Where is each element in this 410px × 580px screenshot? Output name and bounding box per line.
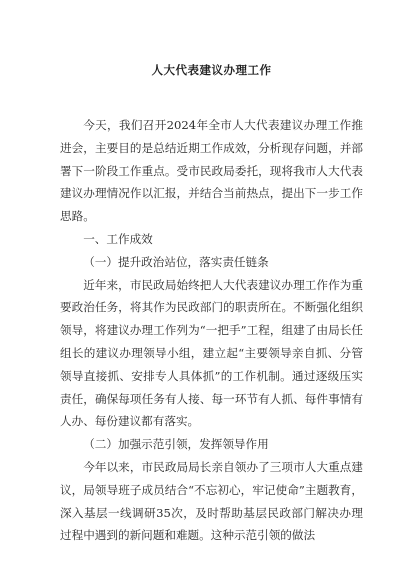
section-heading-achievements: 一、工作成效 xyxy=(83,231,153,246)
body-paragraph-2: 今年以来，市民政局局长亲自领办了三项市人大重点建议，局领导班子成员结合“不忘初心，牢记使命”主题教育，深入基层一线调研35次，及时帮助基层民政部门解决办理过程中遇到的新问题和难题。这种示范引领的做法 xyxy=(60,459,363,543)
intro-paragraph: 今天，我们召开2024年全市人大代表建议办理工作推进会，主要目的是总结近期工作成效，分析现存问题，并部署下一阶段工作重点。受市民政局委托，现将我市人大代表建议办理情况作以汇报，并结合当前热点，提出下一步工作思路。 xyxy=(60,118,363,224)
subsection-heading-2: （二）加强示范引领，发挥领导作用 xyxy=(83,437,269,452)
subsection-heading-1: （一）提升政治站位，落实责任链条 xyxy=(83,254,269,269)
body-paragraph-1: 近年来，市民政局始终把人大代表建议办理工作作为重要政治任务，将其作为民政部门的职责所在。不断强化组织领导，将建议办理工作列为“一把手”工程，组建了由局长任组长的建议办理领导小组，建立起“主要领导亲自抓、分管领导直接抓、安排专人具体抓”的工作机制。通过逐级压实责任，确保每项任务有人接、每一环节有人抓、每件事情有人办、每份建议都有落实。 xyxy=(60,277,363,429)
document-title: 人大代表建议办理工作 xyxy=(151,63,272,77)
